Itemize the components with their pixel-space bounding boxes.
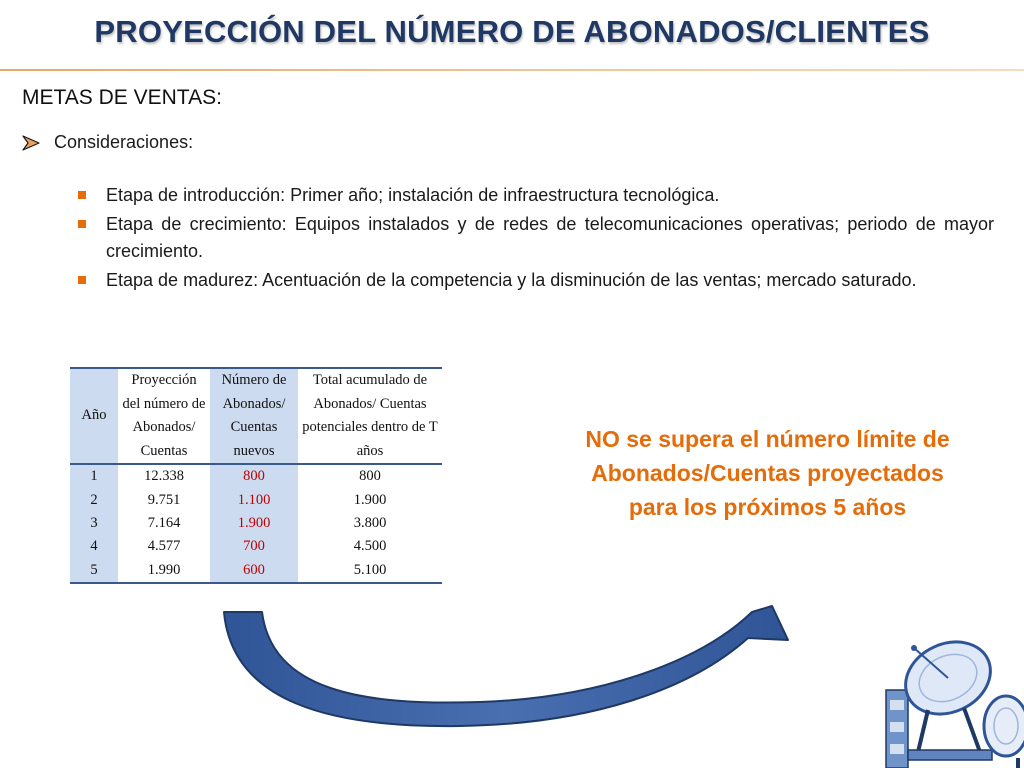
cell-year: 4 [70, 535, 118, 558]
header-year: Año [70, 368, 118, 464]
cell-cumulative-total: 4.500 [353, 538, 387, 555]
cell-year: 5 [70, 559, 118, 583]
header-projection: Proyección del número de Abonados/ Cuentas [118, 368, 210, 464]
bullet-text: Etapa de madurez: Acentuación de la competencia y la disminución de las ventas; mercado saturado. [106, 270, 917, 290]
cell-projection: 12.338 [144, 468, 184, 485]
cell-cumulative-total: 3.800 [353, 514, 387, 531]
section-heading: METAS DE VENTAS: [22, 86, 222, 109]
cell-new-accounts: 800 [210, 464, 298, 488]
cell-year: 3 [70, 512, 118, 535]
cell-new-accounts: 700 [210, 535, 298, 558]
cell-year: 1 [70, 464, 118, 488]
cell-cumulative-total: 1.900 [353, 491, 387, 508]
bullet-text: Etapa de crecimiento: Equipos instalados y de redes de telecomunicaciones operativas; periodo de mayor crecimiento. [106, 214, 994, 261]
cell-new-accounts: 600 [210, 559, 298, 583]
cell-projection: 4.577 [147, 538, 181, 555]
header-cumulative-total: Total acumulado de Abonados/ Cuentas potenciales dentro de T años [298, 368, 442, 464]
cell-projection: 9.751 [147, 491, 181, 508]
conclusion-callout: NO se supera el número límite de Abonados/Cuentas proyectados para los próximos 5 años [585, 426, 950, 520]
cell-cumulative-total: 5.100 [298, 559, 442, 583]
bullet-text: Etapa de introducción: Primer año; instalación de infraestructura tecnológica. [106, 185, 720, 205]
page-title: PROYECCIÓN DEL NÚMERO DE ABONADOS/CLIENTES [94, 14, 930, 49]
cell-year: 2 [70, 488, 118, 511]
cell-new-accounts: 1.900 [210, 512, 298, 535]
cell-projection: 1.990 [118, 559, 210, 583]
cell-cumulative-total: 800 [359, 468, 381, 485]
considerations-label: Consideraciones: [54, 132, 194, 152]
header-new-accounts: Número de Abonados/ Cuentas nuevos [210, 368, 298, 464]
cell-projection: 7.164 [147, 514, 181, 531]
cell-new-accounts: 1.100 [210, 488, 298, 511]
satellite-dish-icon [868, 630, 1024, 768]
